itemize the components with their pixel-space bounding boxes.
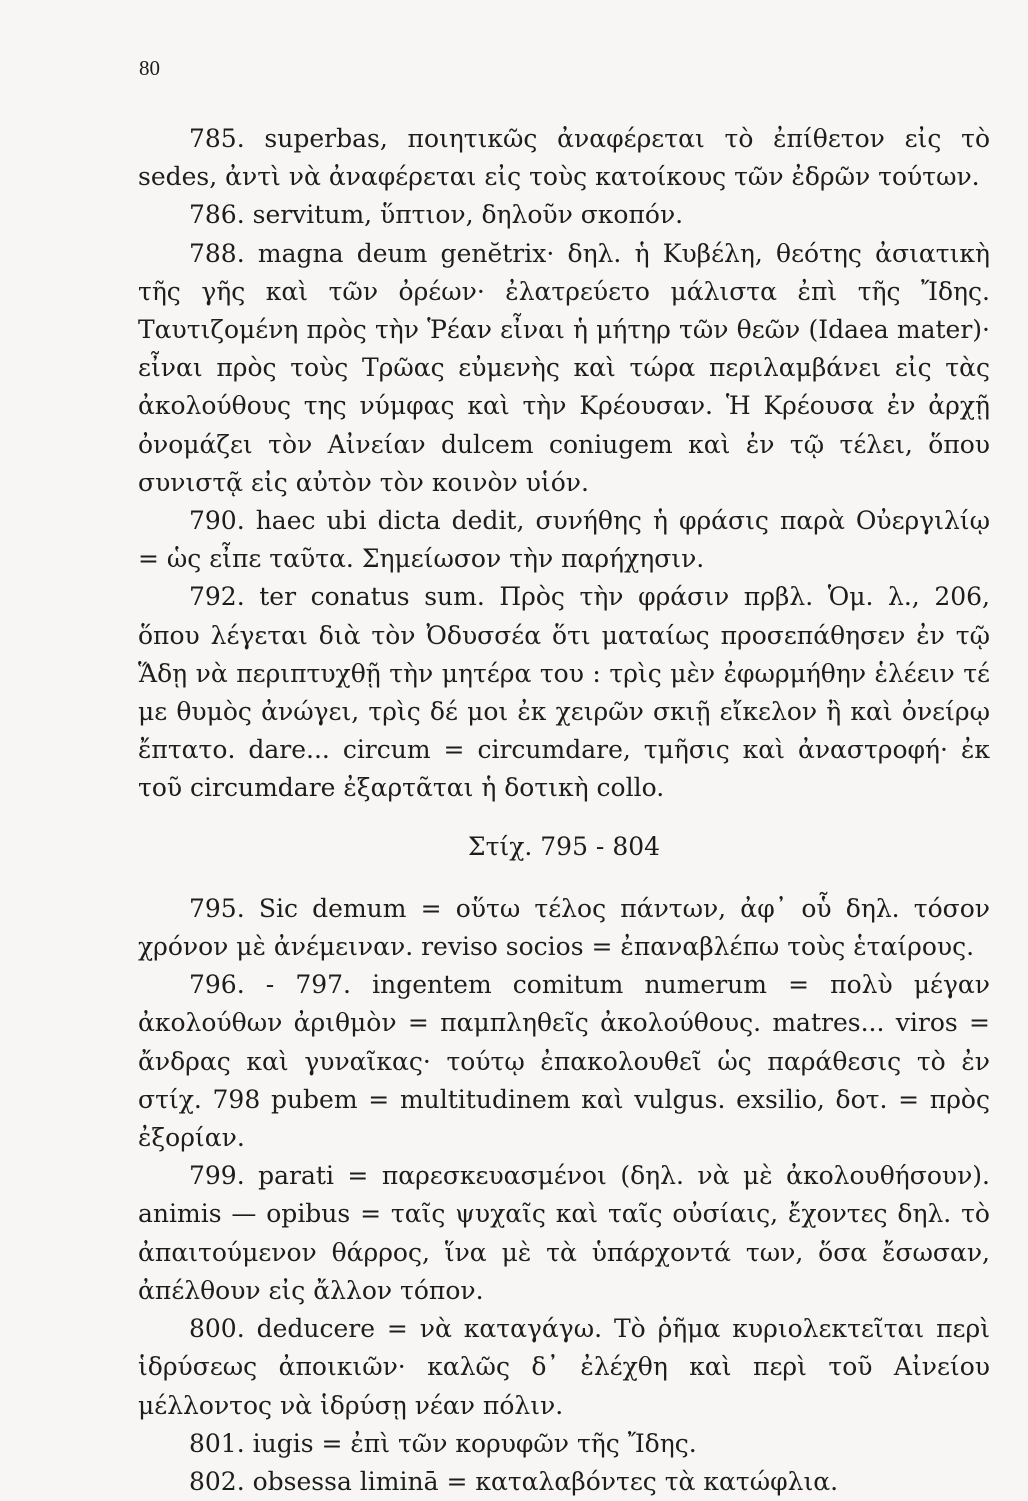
note-801: 801. iugis = ἐπὶ τῶν κορυφῶν τῆς Ἴδης. <box>189 1428 697 1458</box>
commentary-text <box>138 120 990 1501</box>
note-796-797: 796. - 797. ingentem comitum numerum = πολὺ μέγαν ἀκολούθων ἀριθμὸν = παμπληθεῖς ἀκολούθους. matres... viros = ἄνδρας καὶ γυναῖκας· τούτῳ ἐπακολουθεῖ ὡς παράθεσις τὸ ἐν στίχ. 798 pubem = multitudinem καὶ vulgus. exsilio, δοτ. = πρὸς ἐξορίαν. <box>138 970 990 1153</box>
note-800: 800. deducere = νὰ καταγάγω. Τὸ ῥῆμα κυριολεκτεῖται περὶ ἱδρύσεως ἀποικιῶν· καλῶς δ᾽ ἐλέχθη καὶ περὶ τοῦ Αἰνείου μέλλοντος νὰ ἱδρύσῃ νέαν πόλιν. <box>138 1314 990 1420</box>
note-792: 792. ter conatus sum. Πρὸς τὴν φράσιν πρβλ. Ὁμ. λ., 206, ὅπου λέγεται διὰ τὸν Ὀδυσσέα ὅτι ματαίως προσεπάθησεν ἐν τῷ Ἅδῃ νὰ περιπτυχθῇ τὴν μητέρα του : τρὶς μὲν ἐφωρμήθην ἑλέειν τέ με θυμὸς ἀνώγει, τρὶς δέ μοι ἐκ χειρῶν σκιῇ εἴκελον ἢ καὶ ὀνείρῳ ἔπτατο. dare... circum = circumdare, τμῆσις καὶ ἀναστροφή· ἐκ τοῦ circumdare ἐξαρτᾶται ἡ δοτικὴ collo. <box>138 582 990 803</box>
note-799: 799. parati = παρεσκευασμένοι (δηλ. νὰ μὲ ἀκολουθήσουν). animis — opibus = ταῖς ψυχαῖς καὶ ταῖς οὐσίαις, ἔχοντες δηλ. τὸ ἀπαιτούμενον θάρρος, ἵνα μὲ τὰ ὑπάρχοντά των, ὅσα ἔσωσαν, ἀπέλθουν εἰς ἄλλον τόπον. <box>138 1161 990 1305</box>
note-802: 802. obsessa liminā = καταλαβόντες τὰ κατώφλια. <box>189 1466 839 1496</box>
note-785: 785. superbas, ποιητικῶς ἀναφέρεται τὸ ἐπίθετον εἰς τὸ sedes, ἀντὶ νὰ ἀναφέρεται εἰς τοὺς κατοίκους τῶν ἐδρῶν τούτων. <box>138 124 990 192</box>
note-788: 788. magna deum genĕtrix· δηλ. ἡ Κυβέλη, θεότης ἀσιατικὴ τῆς γῆς καὶ τῶν ὀρέων· ἐλατρεύετο μάλιστα ἐπὶ τῆς Ἴδης. Ταυτιζομένη πρὸς τὴν Ῥέαν εἶναι ἡ μήτηρ τῶν θεῶν (Idaea mater)· εἶναι πρὸς τοὺς Τρῶας εὐμενὴς καὶ τώρα περιλαμβάνει εἰς τὰς ἀκολούθους της νύμφας καὶ τὴν Κρέουσαν. Ἡ Κρέουσα ἐν ἀρχῇ ὀνομάζει τὸν Αἰνείαν dulcem coniugem καὶ ἐν τῷ τέλει, ὅπου συνιστᾷ εἰς αὐτὸν τὸν κοινὸν υἱόν. <box>138 238 990 497</box>
note-795: 795. Sic demum = οὕτω τέλος πάντων, ἀφ᾽ οὗ δηλ. τόσον χρόνον μὲ ἀνέμειναν. reviso socios = ἐπαναβλέπω τοὺς ἑταίρους. <box>138 893 990 962</box>
note-786: 786. servitum, ὕπτιον, δηλοῦν σκοπόν. <box>189 200 684 230</box>
page-number: 80 <box>139 56 160 80</box>
section-heading: Στίχ. 795 - 804 <box>467 831 661 861</box>
note-790: 790. haec ubi dicta dedit, συνήθης ἡ φράσις παρὰ Οὐεργιλίῳ = ὡς εἶπε ταῦτα. Σημείωσον τὴν παρήχησιν. <box>138 506 990 574</box>
